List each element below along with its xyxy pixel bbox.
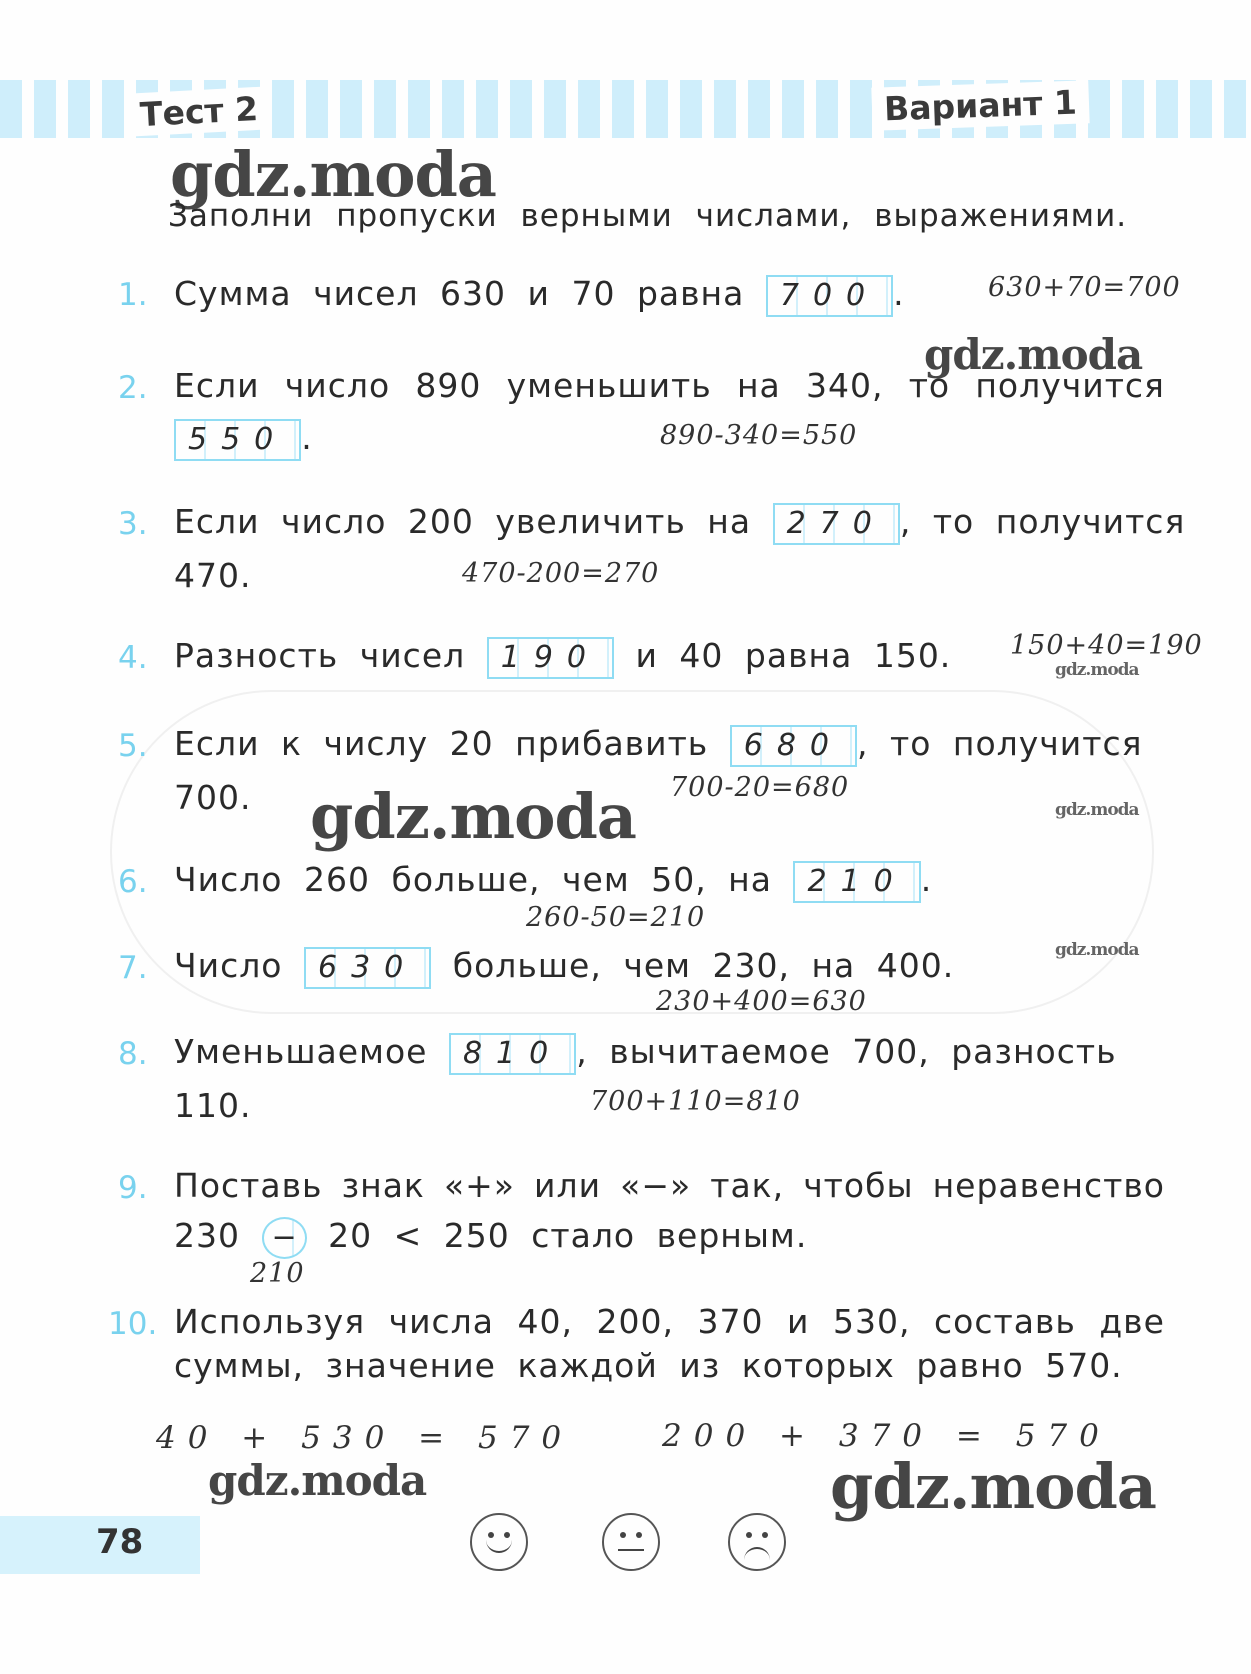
handwritten-calc: 210 xyxy=(250,1258,305,1289)
task-text: Сумма чисел 630 и 70 равна xyxy=(174,274,745,313)
answer-box[interactable]: 210 xyxy=(793,861,920,903)
word: две xyxy=(1099,1302,1165,1341)
test-title: Тест 2 xyxy=(127,86,271,136)
task-7 xyxy=(174,946,954,989)
watermark: gdz.moda xyxy=(1055,800,1139,820)
word: и xyxy=(787,1302,810,1341)
handwritten-calc: 230+400=630 xyxy=(656,986,867,1017)
task-number: 9. xyxy=(118,1170,148,1206)
task-text: 20 < 250 стало верным. xyxy=(328,1216,808,1255)
handwritten-answer: 40 + 530 = 570 xyxy=(156,1420,574,1456)
task-number: 3. xyxy=(118,506,148,542)
task-text: Разность чисел xyxy=(174,636,466,675)
word: на xyxy=(736,366,781,405)
smile-face-icon[interactable] xyxy=(470,1513,528,1571)
word: получится xyxy=(975,366,1165,405)
task-text: 110. xyxy=(174,1086,252,1125)
task-text: Уменьшаемое xyxy=(174,1032,428,1071)
word: число xyxy=(284,366,391,405)
answer-box[interactable]: 550 xyxy=(174,419,301,461)
task-text: Если к числу 20 прибавить xyxy=(174,724,709,763)
word: 40, xyxy=(517,1302,573,1341)
task-text: больше, чем 230, на 400. xyxy=(452,946,955,985)
handwritten-calc: 470-200=270 xyxy=(462,558,660,589)
handwritten-calc: 260-50=210 xyxy=(526,902,706,933)
task-text: суммы, значение каждой из которых равно 570. xyxy=(174,1346,1123,1385)
answer-box[interactable]: 630 xyxy=(304,947,431,989)
page-number: 78 xyxy=(96,1522,144,1562)
word: 530, xyxy=(833,1302,911,1341)
word: 890 xyxy=(415,366,482,405)
task-text: . xyxy=(893,274,905,313)
word: Поставь xyxy=(174,1166,323,1205)
task-text: 700. xyxy=(174,778,252,817)
word: чтобы xyxy=(803,1166,914,1205)
word: 340, xyxy=(805,366,884,405)
task-number: 1. xyxy=(118,277,148,313)
word: Используя xyxy=(174,1302,366,1341)
word: или xyxy=(534,1166,602,1205)
task-text: . xyxy=(301,418,313,457)
word: неравенство xyxy=(932,1166,1165,1205)
task-text: , то получится xyxy=(857,724,1143,763)
task-9-line2 xyxy=(174,1216,807,1259)
answer-box[interactable]: 680 xyxy=(730,725,857,767)
task-4 xyxy=(174,636,951,679)
task-5 xyxy=(174,724,1142,767)
task-text: Число 260 больше, чем 50, на xyxy=(174,860,772,899)
answer-box[interactable]: 810 xyxy=(449,1033,576,1075)
handwritten-calc: 700-20=680 xyxy=(670,772,850,803)
task-text: 230 xyxy=(174,1216,240,1255)
answer-box[interactable]: 190 xyxy=(487,637,614,679)
task-number: 2. xyxy=(118,370,148,406)
task-text: Число xyxy=(174,946,283,985)
task-number: 4. xyxy=(118,640,148,676)
task-8 xyxy=(174,1032,1117,1075)
sign-circle[interactable]: − xyxy=(262,1217,307,1259)
word: «−» xyxy=(620,1166,692,1205)
task-2-line2 xyxy=(174,418,313,461)
task-text: 470. xyxy=(174,556,252,595)
handwritten-answer: 200 + 370 = 570 xyxy=(662,1418,1111,1454)
word: Если xyxy=(174,366,260,405)
word: то xyxy=(908,366,951,405)
word: уменьшить xyxy=(506,366,712,405)
neutral-face-icon[interactable] xyxy=(602,1513,660,1571)
task-number: 6. xyxy=(118,864,148,900)
sad-face-icon[interactable] xyxy=(728,1513,786,1571)
task-3 xyxy=(174,502,1185,545)
task-text: и 40 равна 150. xyxy=(635,636,952,675)
task-text: . xyxy=(920,860,933,899)
watermark: gdz.moda xyxy=(1055,660,1139,680)
word: «+» xyxy=(443,1166,515,1205)
handwritten-calc: 890-340=550 xyxy=(660,420,858,451)
word: 200, xyxy=(596,1302,674,1341)
word: числа xyxy=(388,1302,494,1341)
handwritten-calc: 150+40=190 xyxy=(1010,630,1203,661)
watermark: gdz.moda xyxy=(924,330,1143,379)
task-text: , то получится xyxy=(899,502,1186,541)
task-number: 8. xyxy=(118,1036,148,1072)
handwritten-calc: 700+110=810 xyxy=(590,1086,801,1117)
task-number: 10. xyxy=(108,1306,158,1342)
watermark: gdz.moda xyxy=(170,138,496,211)
handwritten-calc: 630+70=700 xyxy=(988,272,1181,303)
task-1 xyxy=(174,274,905,317)
watermark: gdz.moda xyxy=(830,1450,1156,1523)
instruction-text: Заполни пропуски верными числами, выражениями. xyxy=(168,198,1128,234)
answer-box[interactable]: 270 xyxy=(773,503,900,545)
task-text: , вычитаемое 700, разность xyxy=(576,1032,1117,1071)
task-10-line1 xyxy=(174,1302,1165,1341)
word: так, xyxy=(710,1166,785,1205)
watermark: gdz.moda xyxy=(1055,940,1139,960)
task-9-line1 xyxy=(174,1166,1165,1205)
task-text: Если число 200 увеличить на xyxy=(174,502,752,541)
word: составь xyxy=(934,1302,1076,1341)
watermark: gdz.moda xyxy=(208,1456,427,1505)
answer-box[interactable]: 700 xyxy=(766,275,893,317)
task-number: 7. xyxy=(118,950,148,986)
task-number: 5. xyxy=(118,728,148,764)
task-2-line1 xyxy=(174,366,1165,405)
word: знак xyxy=(341,1166,425,1205)
word: 370 xyxy=(697,1302,764,1341)
watermark: gdz.moda xyxy=(310,780,636,853)
variant-title: Вариант 1 xyxy=(871,80,1089,131)
task-6 xyxy=(174,860,932,903)
